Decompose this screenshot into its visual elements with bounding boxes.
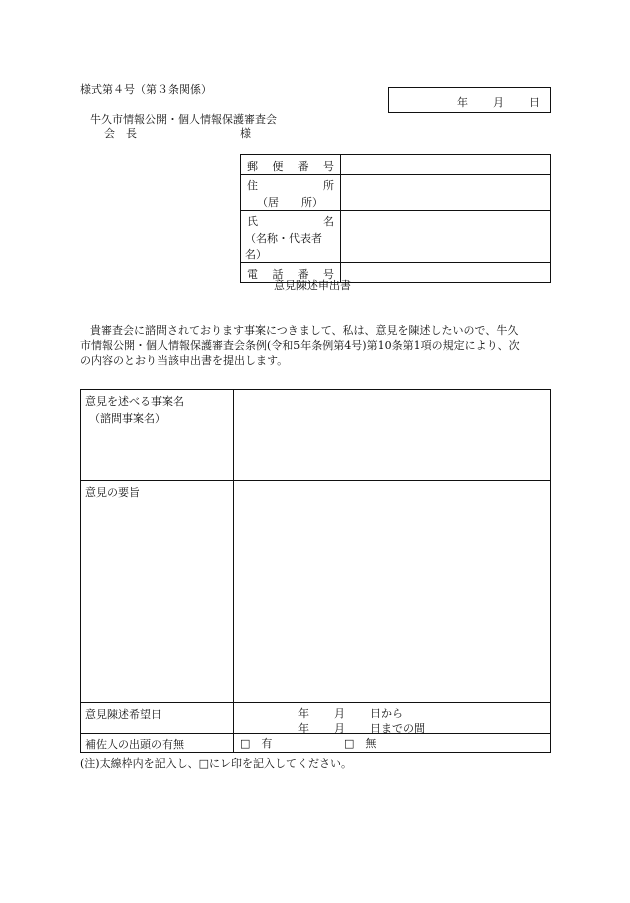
- intro-line-1: 貴審査会に諮問されております事案につきまして、私は、意見を陳述したいので、牛久: [90, 324, 519, 337]
- footnote: (注)太線枠内を記入し、□にレ印を記入してください。: [80, 757, 352, 770]
- assistant-field: [234, 734, 551, 753]
- address-label: 住 所: [247, 179, 334, 192]
- date-from-year: 年: [298, 707, 309, 720]
- address-sub-label: （居 所）: [257, 196, 323, 209]
- document-title: 意見陳述申出書: [274, 279, 351, 292]
- phone-label: 電 話 番 号: [247, 268, 334, 281]
- date-field[interactable]: [234, 703, 551, 734]
- address-field[interactable]: [341, 175, 551, 211]
- postal-code-label: 郵 便 番 号: [247, 160, 334, 173]
- name-field[interactable]: [341, 211, 551, 263]
- date-day: 日: [529, 96, 540, 109]
- case-label: 意見を述べる事案名: [85, 395, 184, 408]
- date-from-suffix: 日から: [370, 707, 403, 720]
- date-to-suffix: 日までの間: [370, 722, 425, 735]
- recipient-title: 会 長: [104, 127, 137, 140]
- case-sub-label: （諮問事案名）: [89, 412, 166, 425]
- recipient-organization: 牛久市情報公開・個人情報保護審査会: [90, 113, 277, 126]
- date-from-month: 月: [334, 707, 345, 720]
- summary-field[interactable]: [234, 481, 551, 703]
- case-field[interactable]: [234, 390, 551, 481]
- name-sub-label: （名称・代表者名）: [245, 232, 322, 261]
- date-month: 月: [493, 96, 504, 109]
- name-label: 氏 名: [247, 215, 334, 228]
- recipient-honorific: 様: [240, 127, 251, 140]
- assistant-label: 補佐人の出頭の有無: [85, 738, 184, 751]
- applicant-table: [240, 154, 551, 283]
- phone-field[interactable]: [341, 263, 551, 283]
- intro-line-3: の内容のとおり当該申出書を提出します。: [80, 354, 289, 367]
- intro-line-2: 市情報公開・個人情報保護審査会条例(令和5年条例第4号)第10条第1項の規定により、次: [80, 339, 520, 352]
- option-no-checkbox[interactable]: □ 無: [344, 737, 377, 750]
- postal-code-field[interactable]: [341, 155, 551, 175]
- date-box: [388, 87, 551, 113]
- main-table: [80, 389, 551, 753]
- date-label: 意見陳述希望日: [85, 708, 162, 721]
- date-to-month: 月: [334, 722, 345, 735]
- date-year: 年: [457, 96, 468, 109]
- summary-label: 意見の要旨: [85, 486, 140, 499]
- form-number: 様式第４号（第３条関係）: [80, 83, 212, 96]
- option-yes-checkbox[interactable]: □ 有: [240, 737, 273, 750]
- date-to-year: 年: [298, 722, 309, 735]
